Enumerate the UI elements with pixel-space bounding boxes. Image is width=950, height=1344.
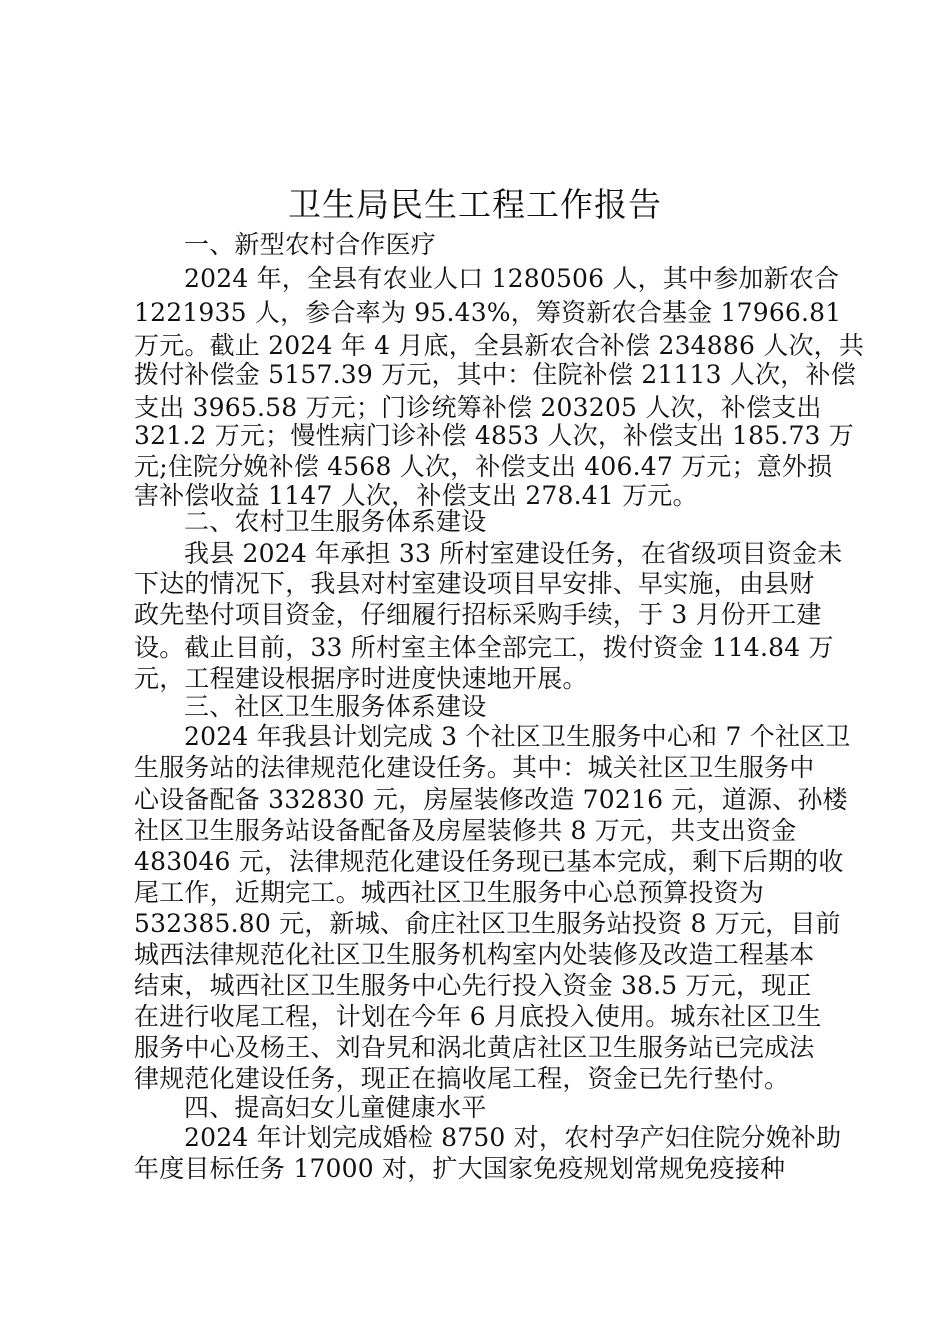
text-line: 2024 年计划完成婚检 8750 对，农村孕产妇住院分娩补助 xyxy=(184,1123,842,1152)
text-line: 532385.80 元，新城、俞庄社区卫生服务站投资 8 万元，目前 xyxy=(134,909,841,938)
text-line: 设。截止目前，33 所村室主体全部完工，拨付资金 114.84 万 xyxy=(134,633,834,662)
text-line: 1221935 人，参合率为 95.43%，筹资新农合基金 17966.81 xyxy=(134,298,842,327)
text-line: 律规范化建设任务，现正在搞收尾工程，资金已先行垫付。 xyxy=(134,1064,790,1093)
text-line: 元;住院分娩补偿 4568 人次，补偿支出 406.47 万元；意外损 xyxy=(134,452,833,481)
document-title: 卫生局民生工程工作报告 xyxy=(288,185,662,224)
text-line: 万元。截止 2024 年 4 月底，全县新农合补偿 234886 人次，共 xyxy=(134,331,865,360)
text-line: 2024 年，全县有农业人口 1280506 人，其中参加新农合 xyxy=(184,264,840,293)
section-heading-4: 四、提高妇女儿童健康水平 xyxy=(184,1093,487,1122)
text-line: 城西法律规范化社区卫生服务机构室内处装修及改造工程基本 xyxy=(134,940,815,969)
text-line: 心设备配备 332830 元，房屋装修改造 70216 元，道源、孙楼 xyxy=(134,785,848,814)
text-line: 政先垫付项目资金，仔细履行招标采购手续，于 3 月份开工建 xyxy=(134,600,822,629)
text-line: 支出 3965.58 万元；门诊统筹补偿 203205 人次，补偿支出 xyxy=(134,393,822,422)
text-line: 害补偿收益 1147 人次，补偿支出 278.41 万元。 xyxy=(134,481,698,510)
text-line: 321.2 万元；慢性病门诊补偿 4853 人次，补偿支出 185.73 万 xyxy=(134,421,855,450)
text-line: 生服务站的法律规范化建设任务。其中：城关社区卫生服务中 xyxy=(134,753,815,782)
text-line: 结束，城西社区卫生服务中心先行投入资金 38.5 万元，现正 xyxy=(134,971,812,1000)
text-line: 服务中心及杨王、刘旮旯和涡北黄店社区卫生服务站已完成法 xyxy=(134,1033,815,1062)
text-line: 年度目标任务 17000 对，扩大国家免疫规划常规免疫接种 xyxy=(134,1154,786,1183)
text-line: 2024 年我县计划完成 3 个社区卫生服务中心和 7 个社区卫 xyxy=(184,722,851,751)
text-line: 拨付补偿金 5157.39 万元，其中：住院补偿 21113 人次，补偿 xyxy=(134,360,856,389)
section-heading-3: 三、社区卫生服务体系建设 xyxy=(184,692,487,721)
text-line: 元，工程建设根据序时进度快速地开展。 xyxy=(134,664,588,693)
text-line: 我县 2024 年承担 33 所村室建设任务，在省级项目资金未 xyxy=(184,539,843,568)
section-heading-1: 一、新型农村合作医疗 xyxy=(184,230,437,259)
text-line: 下达的情况下，我县对村室建设项目早安排、早实施，由县财 xyxy=(134,569,815,598)
text-line: 在进行收尾工程，计划在今年 6 月底投入使用。城东社区卫生 xyxy=(134,1002,822,1031)
text-line: 社区卫生服务站设备配备及房屋装修共 8 万元，共支出资金 xyxy=(134,816,797,845)
section-heading-2: 二、农村卫生服务体系建设 xyxy=(184,507,487,536)
text-line: 483046 元，法律规范化建设任务现已基本完成，剩下后期的收 xyxy=(134,847,844,876)
text-line: 尾工作，近期完工。城西社区卫生服务中心总预算投资为 xyxy=(134,878,765,907)
